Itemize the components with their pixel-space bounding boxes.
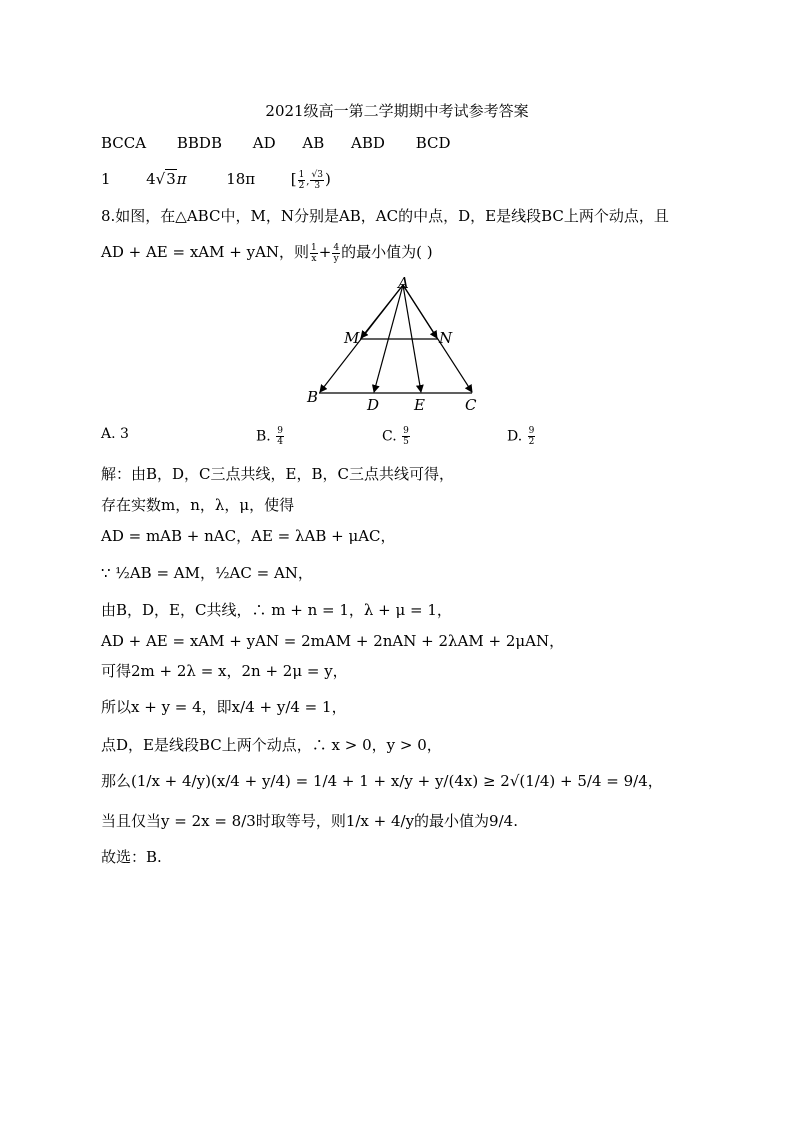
solution-line-2: 存在实数m，n，λ，μ，使得 (101, 496, 295, 514)
label-n: N (439, 329, 453, 347)
solution-line-11: 当且仅当y = 2x = 8/3时取等号，则1/x + 4/y的最小值为9/4. (101, 812, 518, 830)
solution-line-5: 由B，D，E，C共线，∴ m + n = 1，λ + μ = 1， (101, 601, 452, 619)
option-a: A. 3 (101, 426, 129, 442)
label-d: D (367, 396, 380, 414)
solution-line-7: 可得2m + 2λ = x，2n + 2μ = y， (101, 662, 348, 680)
triangle-figure (300, 272, 490, 417)
label-b: B (307, 388, 319, 406)
label-a: A (398, 274, 409, 292)
frac-4-over-y: $\frac{4}{y}$ (333, 242, 340, 264)
mc-answer-2: BBDB (176, 134, 222, 152)
mc-answer-4: AB (302, 134, 325, 152)
option-c: C. $\frac{9}{5}$ (382, 426, 409, 447)
mc-answers (101, 132, 451, 154)
solution-line-3: AD = mAB + nAC，AE = λAB + μAC， (101, 527, 396, 545)
label-c: C (465, 396, 477, 414)
fill-answers (101, 168, 331, 193)
solution-line-10: 那么(1/x + 4/y)(x/4 + y/4) = 1/4 + 1 + x/y + y/(4x) ≥ 2√(1/4) + 5/4 = 9/4， (101, 772, 663, 790)
fill-answer-1: 1 (101, 170, 111, 188)
fill-answer-4: [ $\frac{1}{2}$ , $\frac{√3}{3}$ ) (290, 169, 331, 191)
vector-an (403, 285, 437, 338)
vector-am (361, 285, 403, 338)
mc-answer-6: BCD (415, 134, 451, 152)
mc-answer-5: ABD (351, 134, 385, 152)
solution-line-12: 故选：B. (101, 848, 162, 866)
mc-answer-1: BCCA (101, 134, 147, 152)
frac-1-over-x: $\frac{1}{x}$ (311, 242, 317, 264)
label-e: E (414, 396, 425, 414)
problem-condition-suffix: 的最小值为( ) (341, 243, 433, 261)
solution-line-4: ∵ ½AB = AM，½AC = AN， (101, 564, 313, 582)
solution-line-8: 所以x + y = 4，即x/4 + y/4 = 1， (101, 698, 347, 716)
solution-line-9: 点D，E是线段BC上两个动点，∴ x > 0，y > 0， (101, 736, 442, 754)
option-b: B. $\frac{9}{4}$ (256, 426, 283, 447)
solution-line-6: AD + AE = xAM + yAN = 2mAM + 2nAN + 2λAM + 2μAN， (101, 632, 565, 650)
option-d: D. $\frac{9}{2}$ (507, 426, 535, 447)
label-m: M (344, 329, 360, 347)
problem-statement: 8.如图，在△ABC中，M，N分别是AB，AC的中点，D，E是线段BC上两个动点，且 (101, 207, 669, 225)
problem-condition: AD + AE = xAM + yAN，则 $\frac{1}{x}$ + $\frac{4}{y}$ 的最小值为( ) (101, 242, 433, 264)
problem-condition-prefix: AD + AE = xAM + yAN，则 (101, 243, 310, 261)
mc-answer-3: AD (252, 134, 276, 152)
fill-answer-3: 18π (226, 170, 256, 188)
solution-line-1: 解：由B，D，C三点共线，E，B，C三点共线可得， (101, 465, 454, 483)
fill-answer-2: 4√3π (146, 170, 187, 188)
page-title: 2021级高一第二学期期中考试参考答案 (265, 102, 529, 120)
